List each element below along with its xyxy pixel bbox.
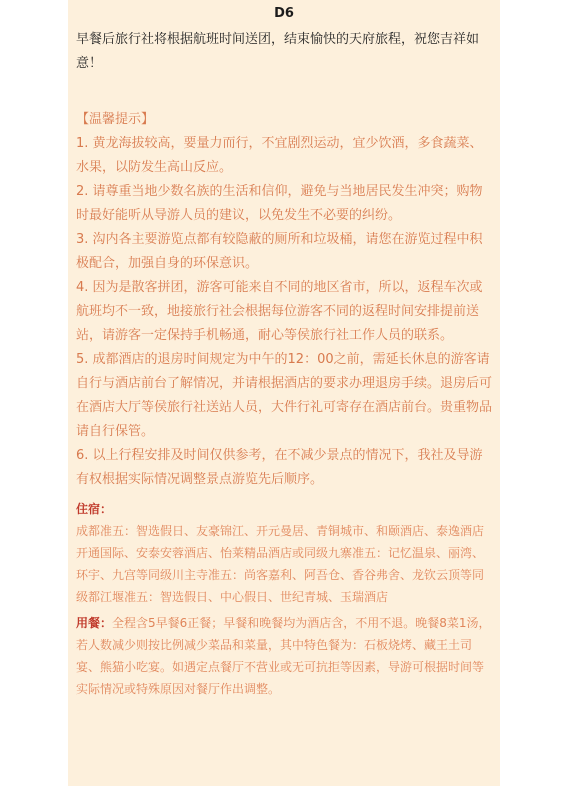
day-heading: D6 bbox=[274, 6, 294, 21]
itinerary-panel bbox=[68, 0, 500, 786]
section-spacer bbox=[76, 76, 492, 108]
tip-item-3: 3. 沟内各主要游览点都有较隐蔽的厕所和垃圾桶，请您在游览过程中积极配合，加强自身的环保意识。 bbox=[76, 232, 483, 271]
tips-title: 【温馨提示】 bbox=[76, 112, 155, 127]
tip-item-5: 5. 成都酒店的退房时间规定为中午的12：00之前，需延长休息的游客请自行与酒店前台了解情况，并请根据酒店的要求办理退房手续。退房后可在酒店大厅等侯旅行社送站人员，大件行礼可寄存在酒店前台。贵重物品请自行保管。 bbox=[76, 352, 493, 439]
tip-item-1: 1. 黄龙海拔较高，要量力而行，不宜剧烈运动，宜少饮酒，多食蔬菜、水果，以防发生高山反应。 bbox=[76, 136, 483, 175]
meals-text: 全程含5早餐6正餐；早餐和晚餐均为酒店含，不用不退。晚餐8菜1汤，若人数减少则按比例减少菜品和菜量，其中特色餐为：石板烧烤、藏王土司宴、熊猫小吃宴。如遇定点餐厅不营业或无可抗拒等因素，导游可根据时间等实际情况或特殊原因对餐厅作出调整。 bbox=[76, 616, 491, 696]
tip-item-2: 2. 请尊重当地少数名族的生活和信仰，避免与当地居民发生冲突；购物时最好能听从导游人员的建议，以免发生不必要的纠纷。 bbox=[76, 184, 483, 223]
tip-item-4: 4. 因为是散客拼团，游客可能来自不同的地区省市，所以，返程车次或航班均不一致，地接旅行社会根据每位游客不同的返程时间安排提前送站，请游客一定保持手机畅通，耐心等侯旅行社工作人员的联系。 bbox=[76, 280, 483, 343]
lodging-label: 住宿： bbox=[76, 502, 113, 516]
lodging-text: 成都准五：智选假日、友豪锦江、开元曼居、青铜城市、和颐酒店、泰逸酒店开通国际、安泰安蓉酒店、怡莱精品酒店或同级九寨准五：记忆温泉、丽湾、环宇、九宫等同级川主寺准五：尚客嘉利、阿吾仓、香谷弗舍、龙钦云顶等同级都江堰准五：智选假日、中心假日、世纪青城、玉瑞酒店 bbox=[76, 524, 485, 604]
day-intro-text: 早餐后旅行社将根据航班时间送团，结束愉快的天府旅程，祝您吉祥如意！ bbox=[76, 32, 480, 71]
meals-label: 用餐： bbox=[76, 616, 113, 630]
tip-item-6: 6. 以上行程安排及时间仅供参考，在不减少景点的情况下，我社及导游有权根据实际情况调整景点游览先后顺序。 bbox=[76, 448, 483, 487]
meals-paragraph bbox=[76, 612, 492, 700]
